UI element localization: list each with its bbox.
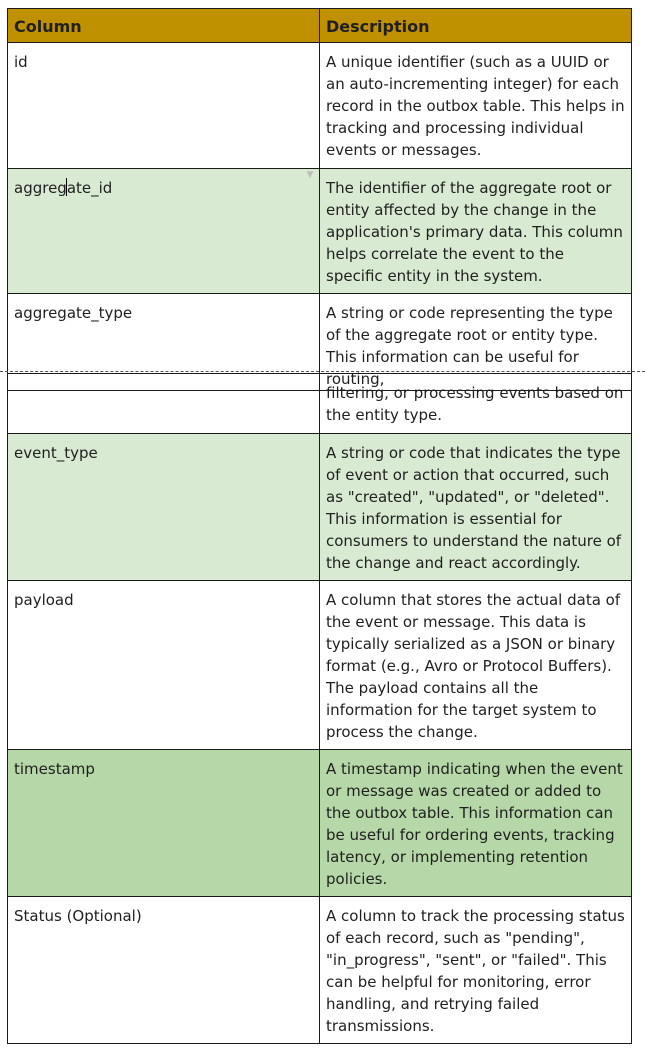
outbox-columns-table xyxy=(7,8,632,391)
column-name: payload xyxy=(14,591,74,609)
description-cell[interactable] xyxy=(320,434,632,581)
description-cell[interactable] xyxy=(320,897,632,1044)
header-cell-column[interactable] xyxy=(8,9,320,43)
description-cell[interactable] xyxy=(320,169,632,294)
column-name: id xyxy=(14,53,28,71)
column-description: A string or code that indicates the type of event or action that occurred, such as "created", "updated", or "deleted". This information is essential for consumers to understand the nature of the change and react accordingly. xyxy=(326,444,622,572)
column-description: A timestamp indicating when the event or message was created or added to the outbox table. This information can be useful for ordering events, tracking latency, or implementing retention policies. xyxy=(326,760,623,888)
column-name: timestamp xyxy=(14,760,95,778)
column-description-part: filtering, or processing events based on the entity type. xyxy=(326,384,624,424)
column-name: aggregate_type xyxy=(14,304,133,322)
column-name-cell[interactable] xyxy=(8,750,320,897)
chevron-down-icon[interactable]: ▼ xyxy=(306,170,314,180)
column-name-part: aggreg xyxy=(14,179,67,197)
column-name: event_type xyxy=(14,444,98,462)
column-description-part: A string or code representing the type of the aggregate root or entity type. This information can be useful for routing, xyxy=(326,304,613,388)
column-description: A column that stores the actual data of the event or message. This data is typically serialized as a JSON or binary format (e.g., Avro or Protocol Buffers). The payload contains all the information for the target system to process the change. xyxy=(326,591,621,741)
table-row xyxy=(8,581,632,750)
column-name-cell[interactable] xyxy=(8,434,320,581)
column-name-cell[interactable] xyxy=(8,43,320,169)
page-break-divider xyxy=(0,371,645,372)
header-description-label: Description xyxy=(326,17,430,36)
header-column-label: Column xyxy=(14,17,82,36)
column-name: Status (Optional) xyxy=(14,907,142,925)
column-name-cell[interactable] xyxy=(8,897,320,1044)
column-name-cell[interactable] xyxy=(8,581,320,750)
table-row xyxy=(8,750,632,897)
description-cell[interactable] xyxy=(320,43,632,169)
table-header-row xyxy=(8,9,632,43)
column-description: The identifier of the aggregate root or entity affected by the change in the application's primary data. This column helps correlate the event to the specific entity in the system. xyxy=(326,179,623,285)
table-row xyxy=(8,897,632,1044)
column-name-cell[interactable] xyxy=(8,169,320,294)
column-name-cell[interactable] xyxy=(8,374,320,434)
outbox-columns-table-continued xyxy=(7,373,632,1044)
column-description: A unique identifier (such as a UUID or an auto-incrementing integer) for each record in the outbox table. This helps in tracking and processing individual events or messages. xyxy=(326,53,625,159)
table-row-continued xyxy=(8,374,632,434)
description-cell[interactable] xyxy=(320,750,632,897)
description-cell[interactable] xyxy=(320,581,632,750)
column-name-part: ate_id xyxy=(66,179,113,197)
table-row xyxy=(8,169,632,294)
description-cell[interactable] xyxy=(320,374,632,434)
table-row xyxy=(8,43,632,169)
header-cell-description[interactable] xyxy=(320,9,632,43)
column-description: A column to track the processing status of each record, such as "pending", "in_progress", "sent", or "failed". This can be helpful for monitoring, error handling, and retrying failed transmissions. xyxy=(326,907,625,1035)
table-row xyxy=(8,434,632,581)
